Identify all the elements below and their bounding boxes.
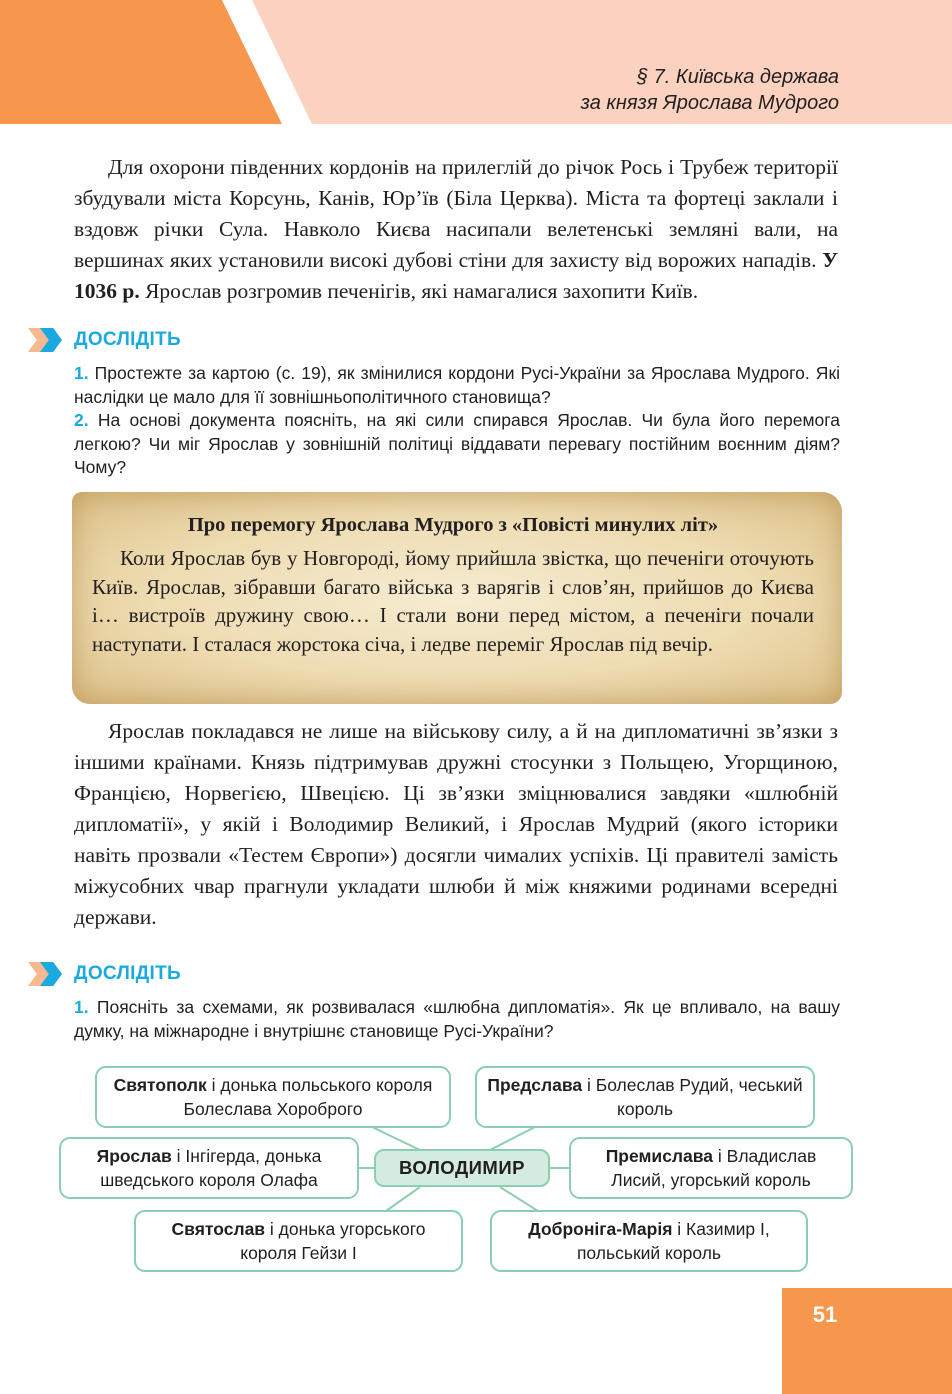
node-name: Святослав bbox=[171, 1219, 266, 1239]
question-text: Простежте за картою (с. 19), як змінилися кордони Русі-України за Ярослава Мудрого. Які наслідки це мало для її зовнішньополітичного становища? bbox=[74, 363, 840, 407]
page-number: 51 bbox=[812, 1302, 838, 1327]
question-text: Поясніть за схемами, як розвивалася «шлюбна дипломатія». Як це впливало, на вашу думку, на міжнародне і внутрішнє становище Русі-України? bbox=[74, 997, 840, 1041]
diagram-node-sviatoslav bbox=[134, 1210, 463, 1272]
section-title-line2: за князя Ярослава Мудрого bbox=[580, 92, 839, 114]
node-text: і Інгігерда, донька шведського короля Олафа bbox=[100, 1146, 322, 1190]
node-name: Ярослав bbox=[96, 1146, 172, 1166]
diagram-node-dobroniha bbox=[490, 1210, 808, 1272]
question-number: 1. bbox=[74, 997, 89, 1017]
node-name: Предслава bbox=[487, 1075, 583, 1095]
node-text: і Владислав Лисий, угорський король bbox=[611, 1146, 817, 1190]
node-text: і донька польського короля Болеслава Хороброго bbox=[183, 1075, 433, 1119]
diagram-node-premyslava bbox=[569, 1137, 853, 1199]
paragraph-bold-year: У 1036 р. bbox=[74, 248, 838, 303]
diagram-node-predslava bbox=[475, 1066, 815, 1128]
diagram-center-volodymyr: ВОЛОДИМИР bbox=[374, 1149, 550, 1187]
question-text: На основі документа поясніть, на які сили спирався Ярослав. Чи була його перемога легкою? Чи міг Ярослав у зовнішній політиці віддавати перевагу постійним воєнним діям? Чому? bbox=[74, 410, 840, 477]
explore-label: ДОСЛІДІТЬ bbox=[74, 963, 181, 984]
connector-line bbox=[372, 1127, 420, 1150]
document-body: Коли Ярослав був у Новгороді, йому прийшла звістка, що печеніги оточують Київ. Ярослав, зібравши багато війська з варягів і слов’ян, прийшов до Києва і… вистроїв дружину свою… І стали вони перед містом, а печеніги почали наступати. І сталася жорстока січа, і ледве переміг Ярослав під вечір. bbox=[92, 546, 814, 656]
connector-line bbox=[386, 1187, 420, 1211]
page-number-tab bbox=[782, 1288, 952, 1394]
connector-line bbox=[490, 1127, 535, 1150]
node-text: і донька угорського короля Гейзи І bbox=[240, 1219, 426, 1263]
node-text: і Болеслав Рудий, чеський король bbox=[582, 1075, 803, 1119]
paragraph-text: Для охорони південних кордонів на прилеглій до річок Рось і Трубеж території збудували міста Корсунь, Канів, Юр’їв (Біла Церква). Міста та фортеці заклали і вздовж річки Сула. Навколо Києва насипали велетенські земляні вали, на вершинах яких установили високі дубові стіни для захисту від ворожих нападів. bbox=[74, 155, 838, 272]
section-title-line1: § 7. Київська держава bbox=[637, 66, 839, 88]
paragraph-text: Ярослав розгромив печенігів, які намагалися захопити Київ. bbox=[139, 279, 699, 303]
diagram-node-sviatopolk bbox=[95, 1066, 451, 1128]
question-number: 1. bbox=[74, 363, 89, 383]
diagram-node-yaroslav bbox=[59, 1137, 359, 1199]
connector-line bbox=[500, 1187, 538, 1211]
paragraph-text: Ярослав покладався не лише на військову силу, а й на дипломатичні зв’язки з іншими країнами. Князь підтримував дружні стосунки з Польщею, Угорщиною, Францією, Норвегією, Швецією. Ці зв’язки зміцнювалися завдяки «шлюбній дипломатії», у якій і Володимир Великий, і Ярослав Мудрий (якого історики навіть прозвали «Тестем Європи») досягли чималих успіхів. Ці правителі замість міжусобних чвар прагнули укладати шлюби й між княжими родинами всередні держави. bbox=[74, 719, 838, 929]
node-name: Премислава bbox=[605, 1146, 714, 1166]
node-text: і Казимир І, польський король bbox=[576, 1219, 770, 1263]
node-name: Доброніга-Марія bbox=[528, 1219, 673, 1239]
question-number: 2. bbox=[74, 410, 89, 430]
explore-label: ДОСЛІДІТЬ bbox=[74, 329, 181, 350]
node-name: Святополк bbox=[113, 1075, 207, 1095]
document-title: Про перемогу Ярослава Мудрого з «Повісті минулих літ» bbox=[187, 514, 719, 536]
